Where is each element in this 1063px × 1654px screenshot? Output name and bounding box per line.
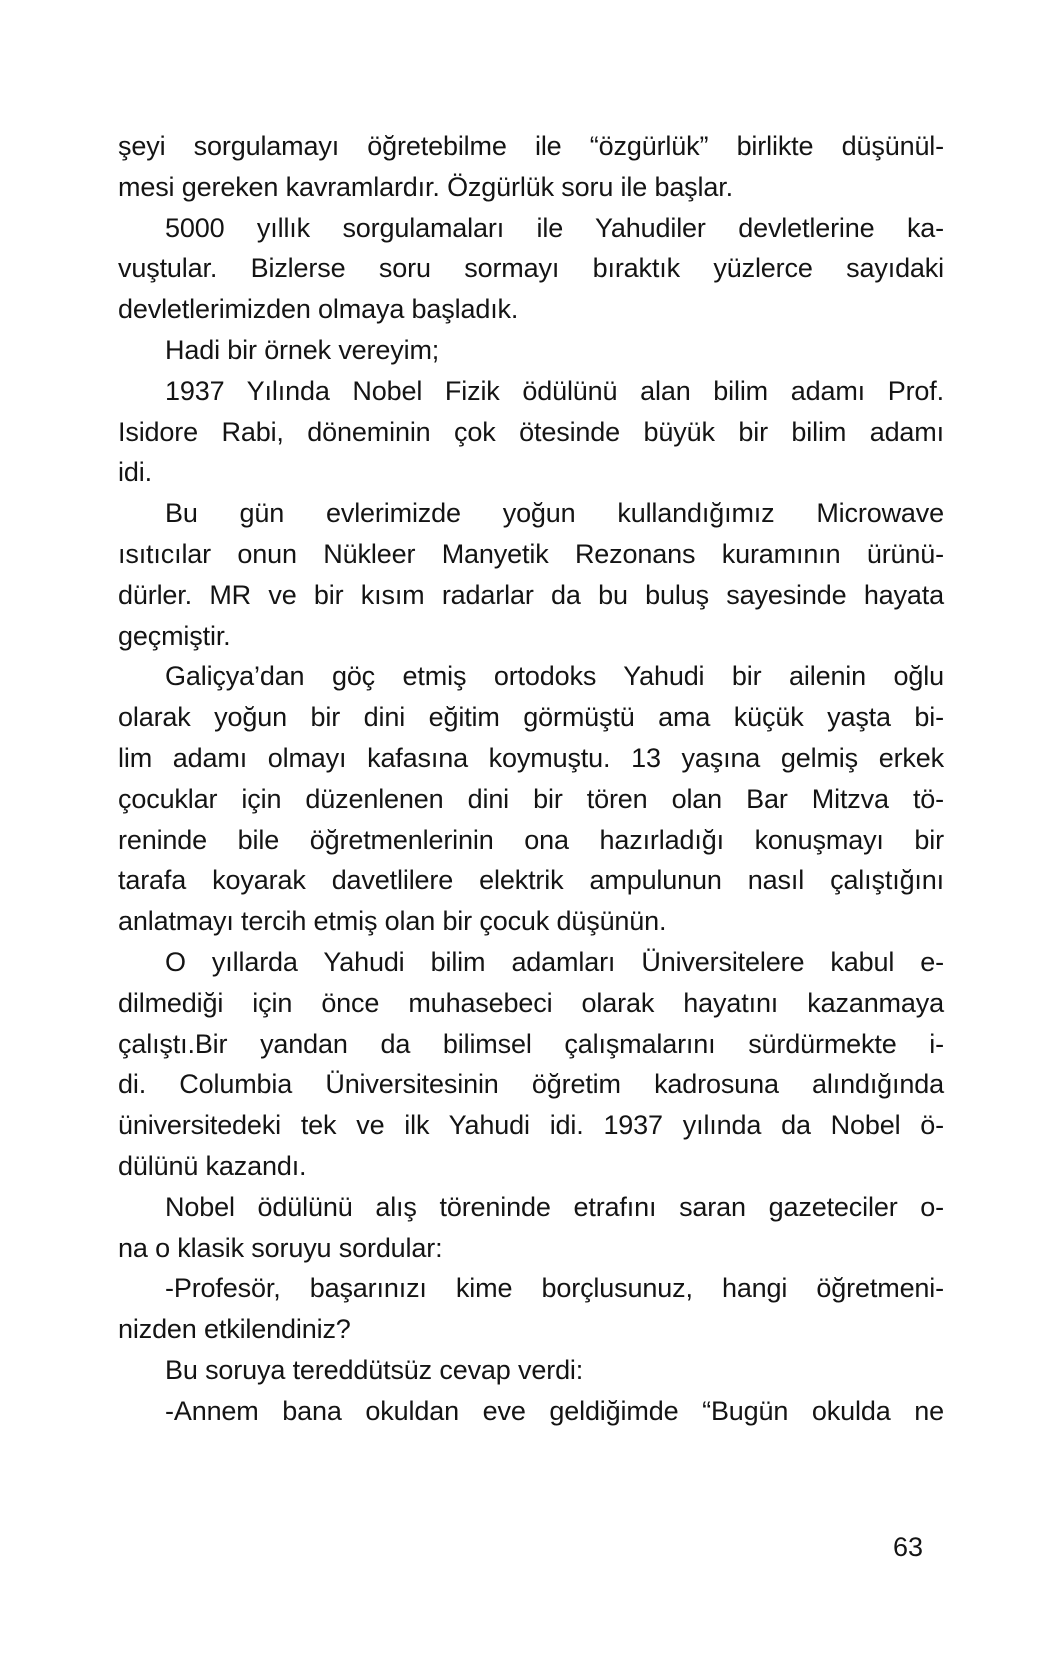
text-line: di. Columbia Üniversitesinin öğretim kadrosuna alındığında xyxy=(118,1069,944,1100)
text-line: üniversitedeki tek ve ilk Yahudi idi. 1937 yılında da Nobel ö- xyxy=(118,1110,944,1141)
paragraph xyxy=(118,330,944,371)
text-line: dülünü kazandı. xyxy=(118,1150,307,1181)
paragraph xyxy=(118,656,944,942)
text-line: geçmiştir. xyxy=(118,620,231,651)
text-line: çalıştı.Bir yandan da bilimsel çalışmalarını sürdürmekte i- xyxy=(118,1028,944,1059)
text-line: Isidore Rabi, döneminin çok ötesinde büyük bir bilim adamı xyxy=(118,416,944,447)
text-line: ısıtıcılar onun Nükleer Manyetik Rezonans kuramının ürünü- xyxy=(118,538,944,569)
text-line: Hadi bir örnek vereyim; xyxy=(165,334,440,365)
text-line: tarafa koyarak davetlilere elektrik ampulunun nasıl çalıştığını xyxy=(118,865,944,896)
text-line: lim adamı olmayı kafasına koymuştu. 13 yaşına gelmiş erkek xyxy=(118,742,944,773)
text-line: şeyi sorgulamayı öğretebilme ile “özgürlük” birlikte düşünül- xyxy=(118,131,944,161)
paragraph xyxy=(118,1350,944,1391)
page-number: 63 xyxy=(893,1532,924,1562)
book-page-body xyxy=(118,126,944,1432)
text-line: Nobel ödülünü alış töreninde etrafını saran gazeteciler o- xyxy=(165,1191,944,1222)
paragraph xyxy=(118,942,944,1187)
text-line: mesi gereken kavramlardır. Özgürlük soru ile başlar. xyxy=(118,171,733,202)
text-line: Galiçya’dan göç etmiş ortodoks Yahudi bir ailenin oğlu xyxy=(165,661,944,692)
text-line: dürler. MR ve bir kısım radarlar da bu buluş sayesinde hayata xyxy=(118,579,944,610)
text-line: olarak yoğun bir dini eğitim görmüştü ama küçük yaşta bi- xyxy=(118,702,944,733)
paragraph xyxy=(118,126,944,208)
text-line: Bu soruya tereddütsüz cevap verdi: xyxy=(165,1354,584,1385)
text-line: nizden etkilendiniz? xyxy=(118,1314,351,1345)
paragraph xyxy=(118,208,944,330)
paragraph xyxy=(118,1391,944,1432)
text-line: çocuklar için düzenlenen dini bir tören olan Bar Mitzva tö- xyxy=(118,783,944,814)
paragraph xyxy=(118,493,944,656)
text-line: anlatmayı tercih etmiş olan bir çocuk düşünün. xyxy=(118,906,667,937)
text-line: -Annem bana okuldan eve geldiğimde “Bugün okulda ne xyxy=(165,1395,944,1426)
text-line: reninde bile öğretmenlerinin ona hazırladığı konuşmayı bir xyxy=(118,824,944,855)
text-line: Bu gün evlerimizde yoğun kullandığımız Microwave xyxy=(165,498,944,529)
text-line: 5000 yıllık sorgulamaları ile Yahudiler devletlerine ka- xyxy=(165,212,944,243)
text-line: devletlerimizden olmaya başladık. xyxy=(118,294,519,325)
text-line: 1937 Yılında Nobel Fizik ödülünü alan bilim adamı Prof. xyxy=(165,375,944,406)
text-line: na o klasik soruyu sordular: xyxy=(118,1232,443,1263)
text-line: O yıllarda Yahudi bilim adamları Üniversitelere kabul e- xyxy=(165,946,944,977)
text-line: idi. xyxy=(118,457,152,488)
text-line: -Profesör, başarınızı kime borçlusunuz, hangi öğretmeni- xyxy=(165,1273,944,1304)
paragraph xyxy=(118,1268,944,1350)
text-line: vuştular. Bizlerse soru sormayı bıraktık yüzlerce sayıdaki xyxy=(118,253,944,284)
paragraph xyxy=(118,371,944,493)
text-line: dilmediği için önce muhasebeci olarak hayatını kazanmaya xyxy=(118,987,944,1018)
paragraph xyxy=(118,1187,944,1269)
